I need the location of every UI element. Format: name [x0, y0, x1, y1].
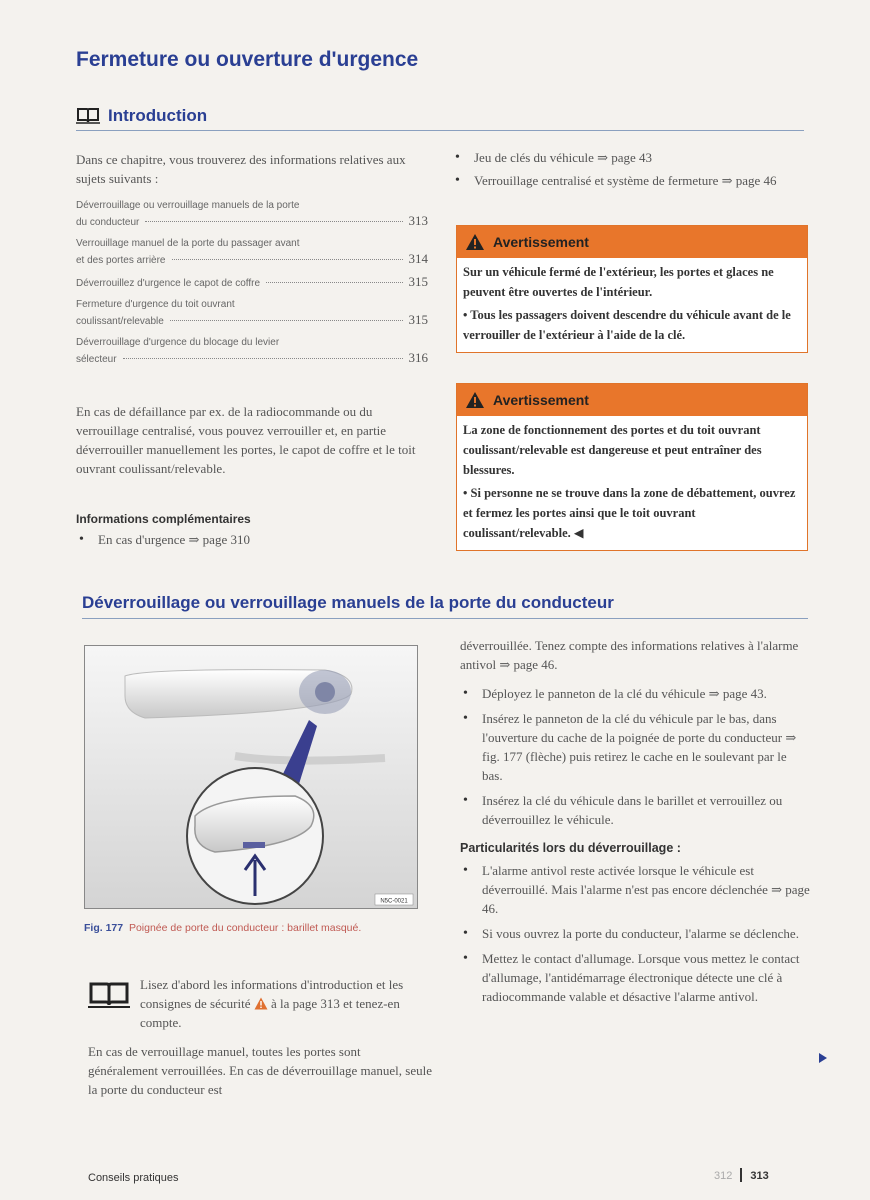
- figure-code: N5C-0021: [380, 898, 408, 905]
- toc-item[interactable]: [76, 198, 428, 230]
- toc-dots: [266, 282, 402, 283]
- read-first-main: Lisez d'abord les informations d'introduction et les consignes de sécurité: [140, 977, 404, 1011]
- toc-item[interactable]: [76, 236, 428, 268]
- toc-page: 315: [408, 312, 428, 327]
- step-item: • Insérez le panneton de la clé du véhicule par le bas, dans l'ouverture du cache de la poignée de porte du conducteur ⇒ fig. 177 (flèche) puis retirez le cache en le soulevant par le bas.: [460, 709, 810, 785]
- read-first-note: [88, 975, 432, 1032]
- intro-lead: Dans ce chapitre, vous trouverez des informations relatives aux sujets suivants :: [76, 152, 406, 186]
- warning-header: [457, 384, 807, 416]
- door-handle-illustration: [85, 646, 417, 908]
- particular-item: • Mettez le contact d'allumage. Lorsque vous mettez le contact d'allumage, l'antidémarrage électronique détecte une clé à radiocommande valable et désactive l'alarme antivol.: [460, 949, 810, 1006]
- warning-icon: [465, 391, 485, 409]
- toc-line: coulissant/relevable: [76, 316, 164, 327]
- section-heading: Déverrouillage ou verrouillage manuels de la porte du conducteur: [82, 593, 808, 619]
- toc-list: [76, 198, 428, 373]
- intro-heading: [76, 106, 804, 131]
- warning-label: Avertissement: [493, 234, 589, 250]
- warning-box: [456, 225, 808, 353]
- warning-bullet-text: Tous les passagers doivent descendre du véhicule avant de le verrouiller de l'extérieur à l'aide de la clé.: [463, 308, 791, 342]
- toc-dots: [123, 358, 403, 359]
- warning-icon: [254, 997, 268, 1010]
- toc-page: 314: [408, 251, 428, 266]
- step-item: • Insérez la clé du véhicule dans le barillet et verrouillez ou déverrouillez le véhicule.: [460, 791, 810, 829]
- toc-dots: [172, 259, 403, 260]
- toc-line: Déverrouillez d'urgence le capot de coffre: [76, 278, 261, 289]
- toc-line: Déverrouillage ou verrouillage manuels de la porte: [76, 200, 300, 211]
- manual-lock-paragraph-cont: déverrouillée. Tenez compte des informations relatives à l'alarme antivol ⇒ page 46.: [460, 638, 799, 672]
- section2-right: [460, 636, 810, 1010]
- toc-line: et des portes arrière: [76, 255, 166, 266]
- toc-item[interactable]: [76, 274, 428, 291]
- current-page-number: 313: [750, 1170, 769, 1182]
- more-info: [76, 512, 428, 553]
- toc-item[interactable]: [76, 297, 428, 329]
- warning-bullet: • Tous les passagers doivent descendre du véhicule avant de le verrouiller de l'extérieur à l'aide de la clé.: [463, 308, 791, 342]
- list-item[interactable]: • Verrouillage centralisé et système de fermeture ⇒ page 46: [452, 171, 808, 190]
- figure-door-handle: [84, 645, 418, 909]
- intro-right-list: [452, 148, 808, 194]
- toc-line: sélecteur: [76, 354, 117, 365]
- warning-text: La zone de fonctionnement des portes et du toit ouvrant coulissant/relevable est dangereuse et peut entraîner des blessures.: [463, 423, 762, 477]
- more-info-item[interactable]: • En cas d'urgence ⇒ page 310: [76, 530, 428, 549]
- book-icon: [76, 107, 100, 129]
- more-info-heading: Informations complémentaires: [76, 512, 251, 526]
- page-number: [714, 1168, 769, 1182]
- figure-caption: [84, 920, 416, 936]
- list-item[interactable]: • Jeu de clés du véhicule ⇒ page 43: [452, 148, 808, 167]
- toc-dots: [145, 221, 402, 222]
- read-first-text: [88, 975, 432, 1032]
- toc-line: Verrouillage manuel de la porte du passager avant: [76, 238, 300, 249]
- particular-item: • L'alarme antivol reste activée lorsque le véhicule est déverrouillé. Mais l'alarme n'est pas encore déclenchée ⇒ page 46.: [460, 861, 810, 918]
- step-item: • Déployez le panneton de la clé du véhicule ⇒ page 43.: [460, 684, 810, 703]
- warning-label: Avertissement: [493, 392, 589, 408]
- toc-dots: [170, 320, 403, 321]
- prev-page-number: 312: [714, 1170, 733, 1182]
- warning-bullet: • Si personne ne se trouve dans la zone de débattement, ouvrez et fermez les portes ainsi que le toit ouvrant coulissant/relevable. ◀: [463, 486, 796, 540]
- warning-bullet-text: Si personne ne se trouve dans la zone de débattement, ouvrez et fermez les portes ainsi que le toit ouvrant coulissant/relevable. ◀: [463, 486, 796, 540]
- warning-icon: [465, 233, 485, 251]
- book-icon: [88, 981, 130, 1014]
- read-first-tail: à la page 313 et tenez-en compte.: [140, 996, 400, 1030]
- toc-line: du conducteur: [76, 217, 140, 228]
- toc-line: Déverrouillage d'urgence du blocage du levier: [76, 337, 280, 348]
- toc-line: Fermeture d'urgence du toit ouvrant: [76, 299, 235, 310]
- page-title: Fermeture ou ouverture d'urgence: [76, 48, 419, 71]
- warning-text: Sur un véhicule fermé de l'extérieur, les portes et glaces ne peuvent être ouvertes de l'intérieur.: [463, 265, 774, 299]
- page-separator: [740, 1168, 742, 1182]
- toc-page: 315: [408, 274, 428, 289]
- particulars-heading: Particularités lors du déverrouillage :: [460, 841, 681, 855]
- warning-header: [457, 226, 807, 258]
- intro-heading-text: Introduction: [108, 106, 208, 125]
- warning-box: [456, 383, 808, 551]
- toc-item[interactable]: [76, 335, 428, 367]
- caption-number: Fig. 177: [84, 922, 124, 934]
- intro-paragraph: En cas de défaillance par ex. de la radiocommande ou du verrouillage centralisé, vous pouvez verrouiller et, en partie déverrouiller manuellement les portes, le capot de coffre et le toit ouvrant coulissant/relevable.: [76, 404, 416, 476]
- toc-page: 313: [408, 213, 428, 228]
- continue-arrow-icon[interactable]: [818, 1052, 828, 1064]
- manual-lock-paragraph: En cas de verrouillage manuel, toutes les portes sont généralement verrouillées. En cas de déverrouillage manuel, seule la porte du conducteur est: [88, 1044, 432, 1097]
- footer-section: Conseils pratiques: [88, 1172, 179, 1184]
- caption-text: Poignée de porte du conducteur : barillet masqué.: [128, 922, 362, 934]
- particular-item: • Si vous ouvrez la porte du conducteur, l'alarme se déclenche.: [460, 924, 810, 943]
- toc-page: 316: [408, 350, 428, 365]
